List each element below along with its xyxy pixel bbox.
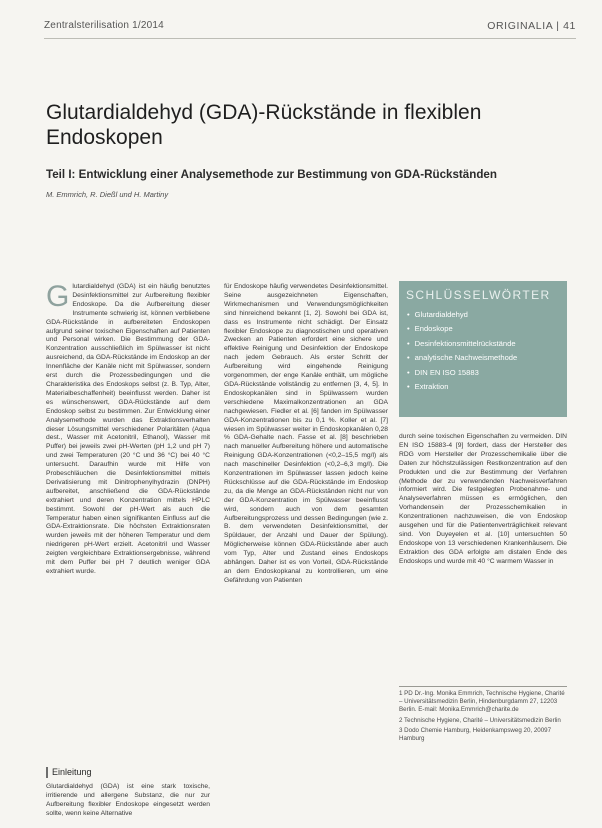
keywords-heading: SCHLÜSSELWÖRTER: [406, 288, 551, 302]
footnote: 3 Dodo Chemie Hamburg, Heidenkampsweg 20, 20097 Hamburg: [399, 726, 552, 743]
body-column-3: [399, 433, 567, 565]
author-footnotes: [399, 690, 567, 820]
article-subtitle: Teil I: Entwicklung einer Analysemethode zur Bestimmung von GDA-Rückständen: [46, 168, 497, 181]
keywords-list: [399, 308, 567, 394]
keywords-box: [399, 281, 567, 417]
abstract-text: lutardialdehyd (GDA) ist ein häufig benutztes Desinfektionsmittel zur Aufbereitung flexibler Endoskope. Da die Aufbereitung dieser Instrumente schwierig ist, können verbliebene GDA-Rückstände in aufbereiteten Endoskopen aufgrund seiner toxischen Eigenschaften auf Patienten und Personal wirken. Die Bestimmung der GDA-Konzentration ausschließlich im Spülwasser ist nicht ausreichend, da GDA-Rückstände im Endoskop an der Innenfläche der Kanäle nicht mit Spülwasser, sondern erst durch die Prozessbedingungen und die Charakteristika des Endoskops selbst (z. B. Typ, Alter, Materialbeschaffenheit) beeinflusst werden. Daher ist es wünschenswert, GDA-Rückstände auf dem Endoskop selbst zu bestimmen. Zur Entwicklung einer Analysemethode wurden das Extraktionsverhalten dieser Lösungsmittel verschiedener Polaritäten (Aqua dest., Wasser mit Acetonitril, Ethanol), Wasser mit Puffer) bei jeweils zwei pH-Werten (pH 1,2 und pH 7) und zwei Temperaturen (20 °C und 36 °C) bei 40 °C untersucht. Daraufhin wurde mit Hilfe von Probeschläuchen die Desinfektionsmittel mittels Derivatisierung mit Dinitrophenylhydrazin (DNPH) aufbereitet, anschließend die GDA-Rückstände extrahiert und deren Konzentration mittels HPLC bestimmt. Sowohl der pH-Wert als auch die Temperatur haben einen signifikanten Einfluss auf die GDA-Extraktionsrate. Die höchsten Extraktionsraten wurden jeweils mit der höheren Temperatur und dem niedrigeren pH-Wert erzielt. Acetonitril und Wasser zeigten vergleichbare Extraktionsergebnisse, während mit dem Puffer bei pH 7 deutlich weniger GDA extrahiert wurde.: [46, 283, 210, 575]
introduction-text: Glutardialdehyd (GDA) ist eine stark toxische, irritierende und allergene Substanz, die nur zur Aufbereitung flexibler Endoskope eingesetzt werden sollte, wenn keine Alternative: [46, 783, 210, 817]
footnote-rule: [399, 686, 567, 687]
journal-issue: Zentralsterilisation 1/2014: [44, 20, 164, 31]
running-head: [44, 20, 576, 36]
body-column-1-continued: [46, 783, 210, 823]
keyword-item: • Endoskope: [407, 322, 561, 336]
body-column-1: [46, 283, 210, 723]
header-rule: [44, 38, 576, 39]
footnote: 2 Technische Hygiene, Charité – Universitätsmedizin Berlin: [399, 716, 561, 724]
keyword-item: • Glutardialdehyd: [407, 308, 561, 322]
article-title: Glutardialdehyd (GDA)-Rückstände in flexiblen Endoskopen: [46, 101, 482, 149]
article-authors: M. Emmrich, R. Dießl und H. Martiny: [46, 190, 169, 199]
section-page-number: ORIGINALIA | 41: [487, 20, 576, 32]
keyword-item: • Desinfektionsmittelrückstände: [407, 337, 561, 351]
footnote: 1 PD Dr.-Ing. Monika Emmrich, Technische Hygiene, Charité – Universitätsmedizin Berlin, Hindenburgdamm 27, 12203 Berlin. E-mail: Monika.Emmrich@charite.de: [399, 690, 565, 714]
keyword-item: • analytische Nachweismethode: [407, 351, 561, 365]
keyword-item: • Extraktion: [407, 380, 561, 394]
drop-cap: G: [46, 283, 70, 313]
body-text-column-3: durch seine toxischen Eigenschaften zu vermeiden. DIN EN ISO 15883-4 [9] fordert, dass der Hersteller des RDG vom Hersteller der Prozesschemikalie über die Daten zur höchstzulässigen Restkonzentration auf den Produkten und die zur Bestimmung der Verfahren (Methode der zu verwendenden Nachweisverfahren informiert wird. Die festgelegten Probenahme- und Analyseverfahren müssen es ermöglichen, den Vorhandensein der Prozesschemikalien in Konzentrationen nachzuweisen, die von Endoskop ausgehen und für die Patientenverträglichkeit relevant sind. Von Duyeyelen et al. [10] untersuchten 50 Endoskope von 13 verschiedenen Krankenhäusern. Die Extraktion des GDA erfolgte am distalen Ende des Endoskops und wurde mit 40 °C warmem Wasser in: [399, 433, 567, 565]
body-column-2: [224, 283, 388, 823]
keyword-item: • DIN EN ISO 15883: [407, 366, 561, 380]
body-text-column-2: für Endoskope häufig verwendetes Desinfektionsmittel. Seine ausgezeichneten Eigenschaften, Wirkmechanismen und Verwendungsmöglichkeiten sind hinreichend bekannt [1, 2]. Sowohl bei GDA ist, dass es Instrumente nicht schädigt. Der Einsatz flexibler Endoskope zu diagnostischen und operativen Zwecken an Patienten erfordert eine sichere und effektive Reinigung und Desinfektion der Endoskope nach jedem Gebrauch. Als erster Schritt der Aufbereitung wird eingehende Reinigung vorgenommen, der enge Kanäle enthält, um mögliche GDA-Rückstände vollständig zu entfernen [3, 4, 5]. In Endoskopkanälen sind in Spülwassern wurden verschiedene Maximalkonzentrationen an GDA nachgewiesen. Fiedler et al. [6] fanden im Spülwasser GDA-Konzentrationen bis zu 0,1 %. Koller et al. [7] wiesen im Spülwasser weiter in Endoskopkanälen 0,28 % GDA-Gehalte nach. Fasse et al. [8] beschrieben nach manueller Aufbereitung höhere und automatische Reinigung GDA-Konzentrationen (<0,2–15,5 mg/l) als nach maschineller Desinfektion (<0,2–6,3 mg/l). Die Konzentrationen im Spülwasser lassen jedoch keine Rückschlüsse auf die GDA-Rückstände im Endoskop zu, da die Menge an GDA-Rückständen nicht nur von der GDA-Konzentration im Spülwasser beeinflusst wird, sondern auch von dem gesamten Aufbereitungsprozess und dessen Bedingungen (wie z. B. dem verwendeten Desinfektionsmittel, der Spüldauer, der Anzahl und Dauer der Spülung). Möglicherweise können GDA-Rückstände aber auch vom Typ, Alter und Zustand eines Endoskops abhängen. Daher ist es von Vorteil, GDA-Rückstände an dem Endoskopkanal zu kontrollieren, um eine Gefährdung von Patienten: [224, 283, 388, 584]
section-heading-einleitung: Einleitung: [46, 767, 92, 778]
